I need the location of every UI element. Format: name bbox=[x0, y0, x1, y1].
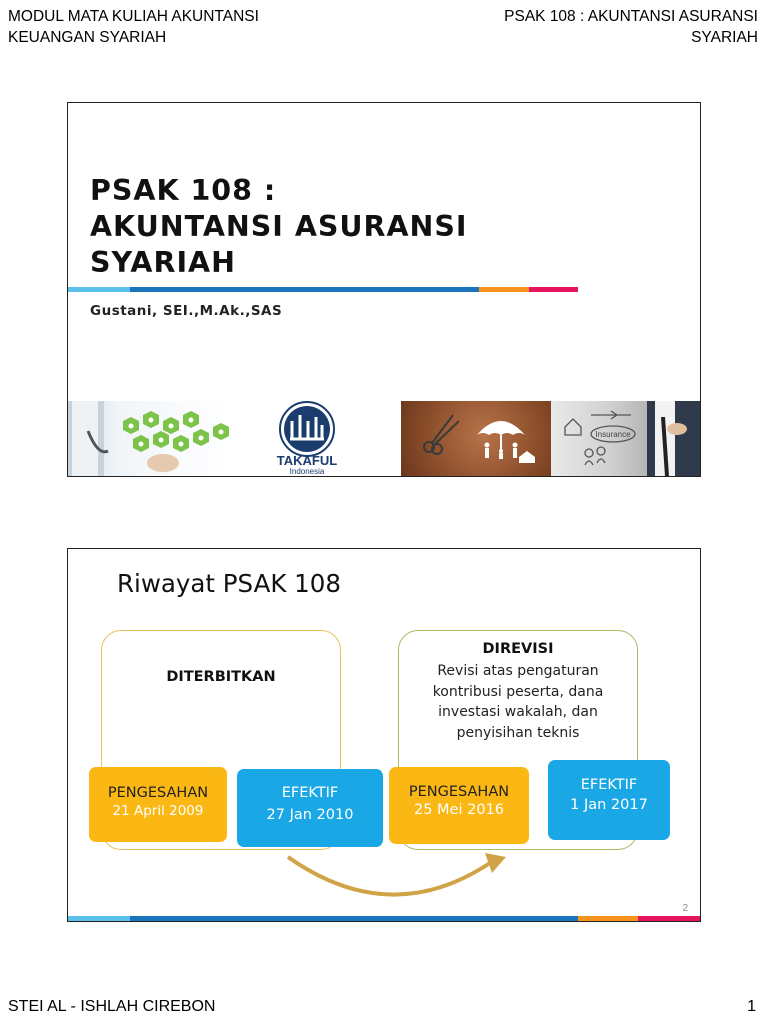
box-label: PENGESAHAN bbox=[408, 784, 510, 800]
header-left-line1: MODUL MATA KULIAH AKUNTANSI bbox=[8, 8, 259, 25]
insurance-word: Insurance bbox=[595, 430, 631, 439]
footer-stripe-pink bbox=[638, 916, 700, 921]
box-label: EFEKTIF bbox=[580, 777, 638, 793]
takaful-logo-text: TAKAFUL bbox=[276, 453, 338, 468]
page-header-right bbox=[504, 6, 758, 48]
box-value: 1 Jan 2017 bbox=[570, 797, 648, 813]
title-line3: SYARIAH bbox=[90, 246, 236, 279]
desc-line: penyisihan teknis bbox=[456, 724, 580, 741]
box-efektif-2010 bbox=[237, 769, 383, 847]
direvisi-description bbox=[399, 661, 637, 743]
box-label: EFEKTIF bbox=[281, 785, 339, 801]
author-name: Gustani, SEI.,M.Ak.,SAS bbox=[90, 303, 283, 319]
footer-stripe-blue bbox=[130, 916, 578, 921]
title-stripe-blue bbox=[130, 287, 479, 292]
box-label: PENGESAHAN bbox=[107, 785, 209, 801]
page-footer-left: STEI AL - ISHLAH CIREBON bbox=[8, 998, 216, 1015]
page-number: 1 bbox=[747, 998, 756, 1015]
footer-stripe-orange bbox=[578, 916, 638, 921]
box-efektif-2017 bbox=[548, 760, 670, 840]
header-left-line2: KEUANGAN SYARIAH bbox=[8, 29, 167, 46]
header-right-line2: SYARIAH bbox=[691, 29, 758, 46]
medical-hexagon-image bbox=[68, 401, 232, 476]
desc-line: kontribusi peserta, dana bbox=[432, 683, 604, 700]
title-line2: AKUNTANSI ASURANSI bbox=[90, 210, 468, 243]
slide-title-heading bbox=[90, 173, 468, 281]
insurance-sketch-image bbox=[551, 401, 700, 476]
slide-history-title: Riwayat PSAK 108 bbox=[117, 569, 341, 598]
page-header-left bbox=[8, 6, 259, 48]
footer-stripe-lightblue bbox=[68, 916, 130, 921]
takaful-logo-subtext: Indonesia bbox=[289, 467, 325, 476]
header-right-line1: PSAK 108 : AKUNTANSI ASURANSI bbox=[504, 8, 758, 25]
title-stripe-orange bbox=[479, 287, 529, 292]
slide-page-number: 2 bbox=[682, 903, 688, 914]
slide-history bbox=[67, 548, 701, 922]
box-value: 25 Mei 2016 bbox=[413, 802, 505, 818]
transition-arrow bbox=[280, 849, 520, 909]
desc-line: Revisi atas pengaturan bbox=[437, 663, 599, 679]
title-stripe-lightblue bbox=[68, 287, 130, 292]
title-line1: PSAK 108 : bbox=[90, 174, 277, 207]
umbrella-family-image bbox=[401, 401, 551, 476]
takaful-logo bbox=[232, 401, 401, 476]
label-diterbitkan: DITERBITKAN bbox=[166, 669, 276, 685]
box-pengesahan-2016 bbox=[389, 767, 529, 844]
slide-title bbox=[67, 102, 701, 477]
label-direvisi: DIREVISI bbox=[482, 641, 554, 657]
box-value: 21 April 2009 bbox=[112, 803, 204, 819]
desc-line: investasi wakalah, dan bbox=[438, 704, 598, 720]
title-stripe-pink bbox=[529, 287, 578, 292]
box-pengesahan-2009 bbox=[89, 767, 227, 842]
box-value: 27 Jan 2010 bbox=[266, 807, 354, 823]
